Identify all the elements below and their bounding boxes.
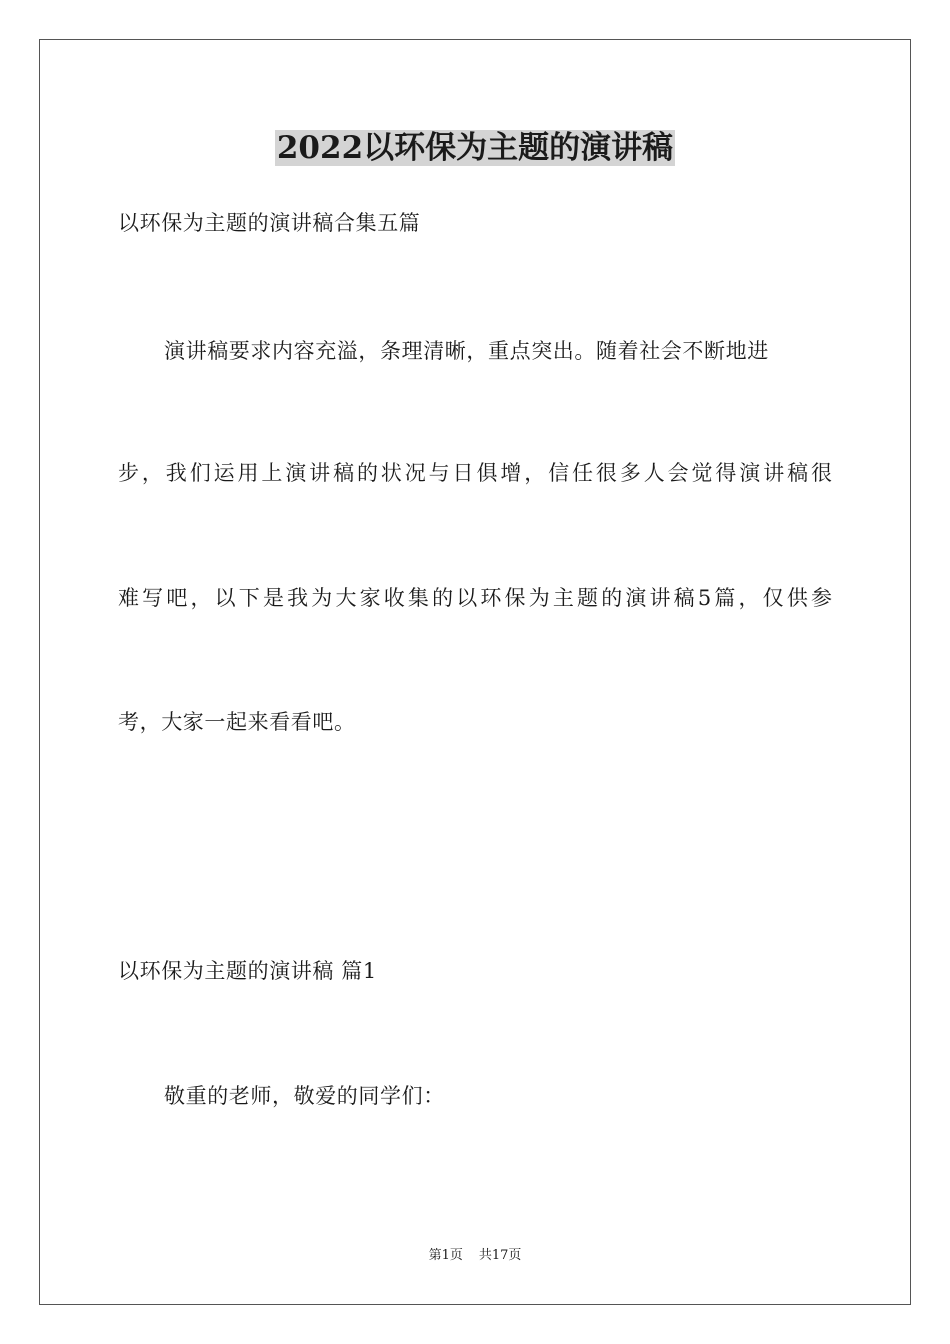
document-subtitle: 以环保为主题的演讲稿合集五篇 xyxy=(118,211,421,235)
intro-line-4: 考，大家一起来看看吧。 xyxy=(118,710,356,734)
page-number-total: 共17页 xyxy=(478,1248,522,1263)
document-title xyxy=(0,126,950,170)
document-title-text: 2022以环保为主题的演讲稿 xyxy=(276,130,674,166)
greeting-line: 敬重的老师，敬爱的同学们： xyxy=(164,1084,445,1108)
page-footer xyxy=(0,1247,950,1265)
intro-line-1: 演讲稿要求内容充溢，条理清晰，重点突出。随着社会不断地进 xyxy=(164,339,769,363)
intro-line-2: 步，我们运用上演讲稿的状况与日俱增，信任很多人会觉得演讲稿很 xyxy=(118,461,832,485)
page-number-current: 第1页 xyxy=(428,1248,463,1263)
intro-line-3: 难写吧，以下是我为大家收集的以环保为主题的演讲稿5篇，仅供参 xyxy=(118,586,832,610)
section-heading: 以环保为主题的演讲稿 篇1 xyxy=(118,959,377,983)
